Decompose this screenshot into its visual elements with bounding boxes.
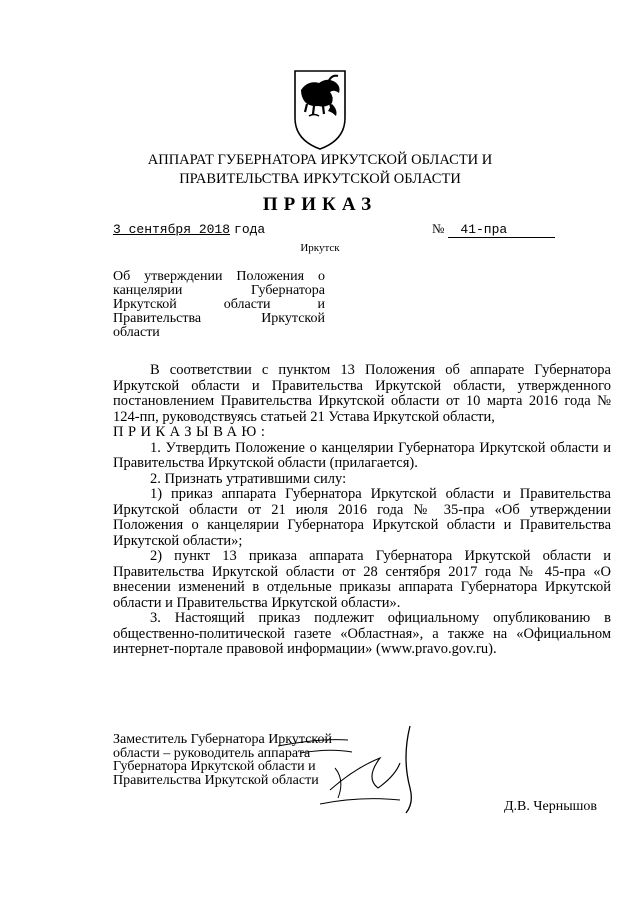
subject-line: Об утверждении Положения о [113, 269, 325, 284]
signatory-name: Д.В. Чернышов [504, 799, 597, 814]
document-title: ПРИКАЗ [262, 194, 378, 215]
body-paragraph: 1. Утвердить Положение о канцелярии Губернатора Иркутской области и Правительства Иркутской области (прилагается). [113, 439, 611, 471]
header-line-1: АППАРАТ ГУБЕРНАТОРА ИРКУТСКОЙ ОБЛАСТИ И [147, 152, 493, 168]
subject-line: канцелярии Губернатора [113, 283, 325, 298]
number-value: 41-пра [448, 222, 555, 238]
preamble-paragraph: В соответствии с пунктом 13 Положения об аппарате Губернатора Иркутской области и Правительства Иркутской области, утвержденного постановлением Правительства Иркутской области от 10 марта 2016 года № 124-пп, руководствуясь статьей 21 Устава Иркутской области, [113, 362, 611, 425]
signatory-line: области – руководитель аппарата [113, 745, 311, 761]
handwritten-signature [260, 718, 450, 818]
document-number [432, 220, 555, 238]
document-date [113, 220, 265, 238]
order-word: ПРИКАЗЫВАЮ: [113, 424, 270, 440]
signatory-line: Правительства Иркутской области [113, 772, 319, 788]
signatory-line: Губернатора Иркутской области и [113, 759, 316, 774]
body-paragraph: 2. Признать утратившими силу: [150, 470, 347, 487]
date-value: 3 сентября 2018 [113, 222, 231, 237]
subject-block [113, 270, 325, 340]
subject-line: Правительства Иркутской [113, 311, 325, 326]
number-sign: № [432, 221, 445, 236]
body-paragraph: 3. Настоящий приказ подлежит официальному опубликованию в общественно-политической газете «Областная», а также на «Официальном интернет-портале правовой информации» (www.pravo.gov.ru). [113, 610, 611, 657]
body-paragraph: 1) приказ аппарата Губернатора Иркутской области и Правительства Иркутской области от 21 июля 2016 года № 35-пра «Об утверждении Положения о канцелярии Губернатора Иркутской области и Правительства Иркутской области»; [113, 486, 611, 549]
document-body [113, 363, 611, 658]
signatory-line: Заместитель Губернатора Иркутской [113, 732, 332, 747]
subject-line: области [113, 325, 160, 340]
city: Иркутск [300, 242, 340, 254]
body-paragraph: 2) пункт 13 приказа аппарата Губернатора Иркутской области и Правительства Иркутской области от 28 сентября 2017 года № 45-пра «О внесении изменений в отдельные приказы аппарата Губернатора Иркутской области и Правительства Иркутской области». [113, 548, 611, 611]
coat-of-arms-icon [292, 68, 348, 152]
subject-line: Иркутской области и [113, 297, 325, 312]
header-line-2: ПРАВИТЕЛЬСТВА ИРКУТСКОЙ ОБЛАСТИ [179, 171, 461, 187]
date-suffix: года [234, 222, 266, 237]
